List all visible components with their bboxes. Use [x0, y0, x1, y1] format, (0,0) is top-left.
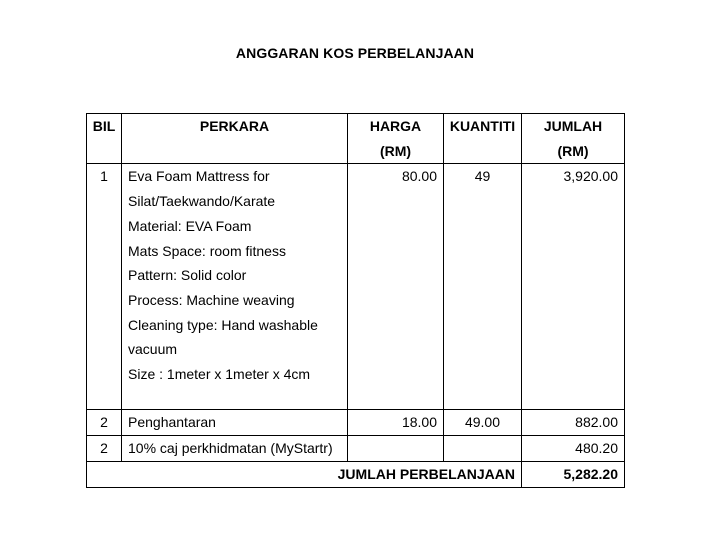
cell-bil: 2 — [87, 410, 122, 436]
cell-perkara — [122, 164, 348, 410]
perkara-line: Cleaning type: Hand washable — [128, 316, 318, 333]
perkara-line: vacuum — [128, 341, 178, 358]
cell-harga — [348, 436, 444, 462]
total-label: JUMLAH PERBELANJAAN — [87, 461, 522, 487]
header-bil: BIL — [87, 114, 122, 164]
table-row — [87, 164, 625, 410]
perkara-line: Mats Space: room fitness — [128, 242, 286, 259]
cell-kuantiti: 49.00 — [444, 410, 522, 436]
cell-kuantiti — [444, 436, 522, 462]
header-jumlah-label: JUMLAH — [543, 118, 603, 134]
perkara-line: Size : 1meter x 1meter x 4cm — [128, 366, 311, 383]
cell-bil: 2 — [87, 436, 122, 462]
header-harga-label: HARGA — [369, 118, 422, 134]
cell-jumlah: 3,920.00 — [522, 164, 625, 410]
cell-jumlah: 480.20 — [522, 436, 625, 462]
perkara-line: Pattern: Solid color — [128, 267, 247, 284]
header-jumlah — [522, 114, 625, 164]
table-row — [87, 410, 625, 436]
cell-perkara: 10% caj perkhidmatan (MyStartr) — [122, 436, 348, 462]
header-harga — [348, 114, 444, 164]
perkara-line: Silat/Taekwando/Karate — [128, 193, 276, 210]
total-row — [87, 461, 625, 487]
cell-jumlah: 882.00 — [522, 410, 625, 436]
document-title: ANGGARAN KOS PERBELANJAAN — [235, 45, 475, 61]
cell-harga: 18.00 — [348, 410, 444, 436]
header-harga-unit: (RM) — [379, 142, 412, 159]
cell-kuantiti: 49 — [444, 164, 522, 410]
cell-bil: 1 — [87, 164, 122, 410]
cell-perkara: Penghantaran — [122, 410, 348, 436]
header-jumlah-unit: (RM) — [557, 142, 589, 159]
header-perkara: PERKARA — [122, 114, 348, 164]
perkara-line: Process: Machine weaving — [128, 291, 295, 308]
budget-table — [86, 113, 625, 488]
perkara-line: Material: EVA Foam — [128, 217, 252, 234]
table-row — [87, 436, 625, 462]
total-value: 5,282.20 — [522, 461, 625, 487]
perkara-line: Eva Foam Mattress for — [128, 168, 270, 185]
cell-harga: 80.00 — [348, 164, 444, 410]
header-kuantiti: KUANTITI — [444, 114, 522, 164]
header-row — [87, 114, 625, 164]
